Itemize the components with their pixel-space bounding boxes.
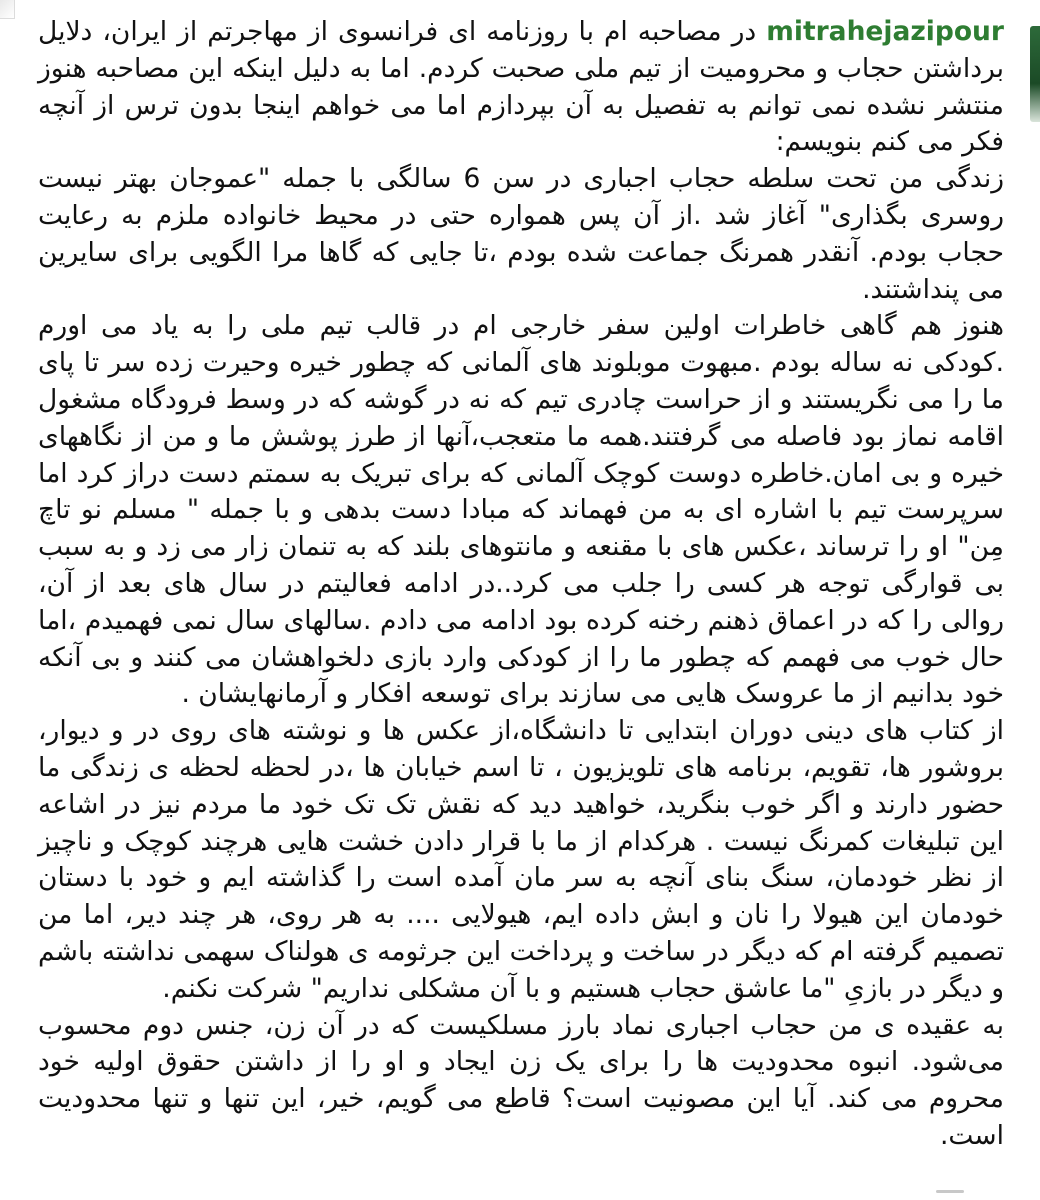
caption-paragraph-1: زندگی من تحت سلطه حجاب اجباری در سن 6 سالگی با جمله "عموجان بهتر نیست روسری بگذاری" آغاز شد .از آن پس همواره حتی در محیط خانواده ملزم به رعایت حجاب بودم. آنقدر همرنگ جماعت شده بودم ،تا جایی که گاها مرا الگویی برای سایرین می پنداشتند. <box>38 163 1004 305</box>
username-link[interactable]: mitrahejazipour <box>766 16 1004 47</box>
left-edge-fragment <box>0 0 15 19</box>
post-caption <box>38 14 1004 1155</box>
caption-paragraph-3: از کتاب های دینی دوران ابتدایی تا دانشگاه،از عکس ها و نوشته های روی در و دیوار، بروشور ها، تقویم، برنامه های تلویزیون ، تا اسم خیابان ها ،در لحظه لحظه ی زندگی ما حضور دارند و اگر خوب بنگرید، خواهید دید که نقش تک تک خود ما مردم نیز در اشاعه این تبلیغات کمرنگ نیست . هرکدام از ما با قرار دادن خشت هایی هرچند کوچک و ناچیز از نظر خودمان، سنگ بنای آنچه به سر مان آمده است را گذاشته ایم و خود با دستان خودمان این هیولا را نان و ابش داده ایم، هیولایی .... به هر روی، هر چند دیر، اما من تصمیم گرفته ام که دیگر در ساخت و پرداخت این جرثومه ی هولناک سهمی نداشته باشم و دیگر در بازیِ "ما عاشق حجاب هستیم و با آن مشکلی نداریم" شرکت نکنم. <box>38 715 1004 1004</box>
caption-paragraph-4: به عقیده ی من حجاب اجباری نماد بارز مسلکیست که در آن زن، جنس دوم محسوب می‌شود. انبوه محدودیت ها را برای یک زن ایجاد و او را از داشتن حقوق اولیه خود محروم می کند. آیا این مصونیت است؟ قاطع می گویم، خیر، این تنها و تنها محدودیت است. <box>38 1009 1004 1151</box>
caption-paragraph-2: هنوز هم گاهی خاطرات اولین سفر خارجی ام در قالب تیم ملی را به یاد می اورم .کودکی نه ساله بودم .مبهوت موبلوند های آلمانی که چطور خیره وحیرت زده سر تا پای ما را می نگریستند و از حراست چادری تیم که نه در گوشه که در وسط فرودگاه مشغول اقامه نماز بود فاصله می گرفتند.همه ما متعجب،آنها از طرز پوشش ما و من از نگاههای خیره و بی امان.خاطره دوست کوچک آلمانی که برای تبریک به سمتم دست دراز کرد اما سرپرست تیم با اشاره ای به من فهماند که مبادا دست بدهی و با جمله " مسلم نو تاچ مِن" او را ترساند ،عکس های با مقنعه و مانتوهای بلند که به تنمان زار می زد و به سبب بی قوارگی توجه هر کسی را جلب می کرد..در ادامه فعالیتم در سال های بعد از آن، روالی را که در اعماق ذهنم رخنه کرده بود ادامه می دادم .سالهای سال نمی فهمیدم ،اما حال خوب می فهمم که چطور ما را از کودکی وارد بازی دلخواهشان می کنند و بی آنکه خود بدانیم از ما عروسک هایی می سازند برای توسعه افکار و آرمانهایشان . <box>38 310 1004 710</box>
profile-image-edge <box>1030 26 1040 122</box>
intro-text: در مصاحبه ام با روزنامه ای فرانسوی از مهاجرتم از ایران، دلایل برداشتن حجاب و محرومیت از تیم ملی صحبت کردم. اما به دلیل اینکه این مصاحبه هنوز منتشر نشده نمی توانم به تفصیل به آن بپردازم اما می خواهم اینجا بدون ترس از آنچه فکر می کنم بنویسم: <box>38 16 1004 158</box>
bottom-fragment <box>936 1190 964 1193</box>
caption-intro <box>38 14 1004 161</box>
